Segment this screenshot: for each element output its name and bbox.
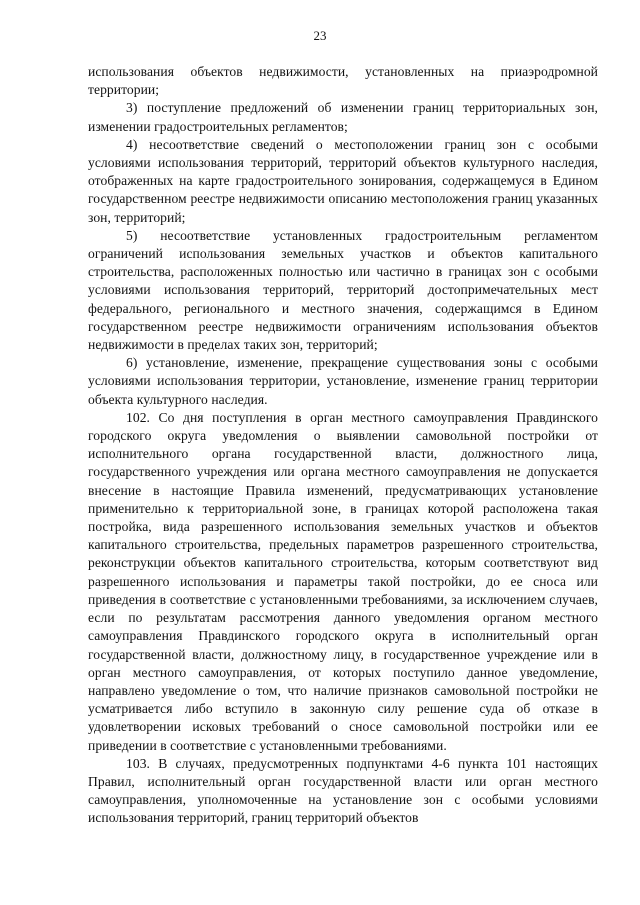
paragraph-continuation: использования объектов недвижимости, установленных на приаэродромной территории; <box>88 64 598 98</box>
document-body <box>88 63 598 828</box>
paragraph-item-4: 4) несоответствие сведений о местоположении границ зон с особыми условиями использования территорий, территорий объектов культурного наследия, отображенных на карте градостроительного зонирования, содержащемуся в Едином государственном реестре недвижимости описанию местоположения границ указанных зон, территорий; <box>88 136 598 225</box>
paragraph-clause-103: 103. В случаях, предусмотренных подпунктами 4-6 пункта 101 настоящих Правил, исполнительный орган государственной власти или орган местного самоуправления, уполномоченные на установление зон с особыми условиями использования территорий, границ территорий объектов <box>88 755 598 826</box>
paragraph-clause-102: 102. Со дня поступления в орган местного самоуправления Правдинского городского округа уведомления о выявлении самовольной постройки от исполнительного органа государственной власти, должностного лица, государственного учреждения или органа местного самоуправления не допускается внесение в настоящие Правила изменений, предусматривающих установление применительно к территориальной зоне, в границах которой расположена такая постройка, вида разрешенного использования земельных участков и объектов капитального строительства, предельных параметров разрешенного строительства, реконструкции объектов капитального строительства, которым соответствуют вид разрешенного использования и параметры такой постройки, до ее сноса или приведения в соответствие с установленными требованиями, за исключением случаев, если по результатам рассмотрения данного уведомления органом местного самоуправления Правдинского городского округа в исполнительный орган государственной власти, должностному лицу, в государственное учреждение или в орган местного самоуправления, от которых поступило данное уведомление, направлено уведомление о том, что наличие признаков самовольной постройки не усматривается либо вступило в законную силу решение суда об отказе в удовлетворении исковых требований о сносе самовольной постройки или ее приведении в соответствие с установленными требованиями. <box>88 409 598 753</box>
paragraph-item-3: 3) поступление предложений об изменении границ территориальных зон, изменении градостроительных регламентов; <box>88 100 598 134</box>
page-number: 23 <box>313 28 327 43</box>
paragraph-item-6: 6) установление, изменение, прекращение существования зоны с особыми условиями использования территории, установление, изменение границ территории объекта культурного наследия. <box>88 355 598 407</box>
paragraph-item-5: 5) несоответствие установленных градостроительным регламентом ограничений использования земельных участков и объектов капитального строительства, расположенных полностью или частично в границах зон с особыми условиями использования территорий, территорий достопримечательных мест федерального, регионального и местного значения, содержащимся в Едином государственном реестре недвижимости ограничениям использования объектов недвижимости в пределах таких зон, территорий; <box>88 227 598 353</box>
